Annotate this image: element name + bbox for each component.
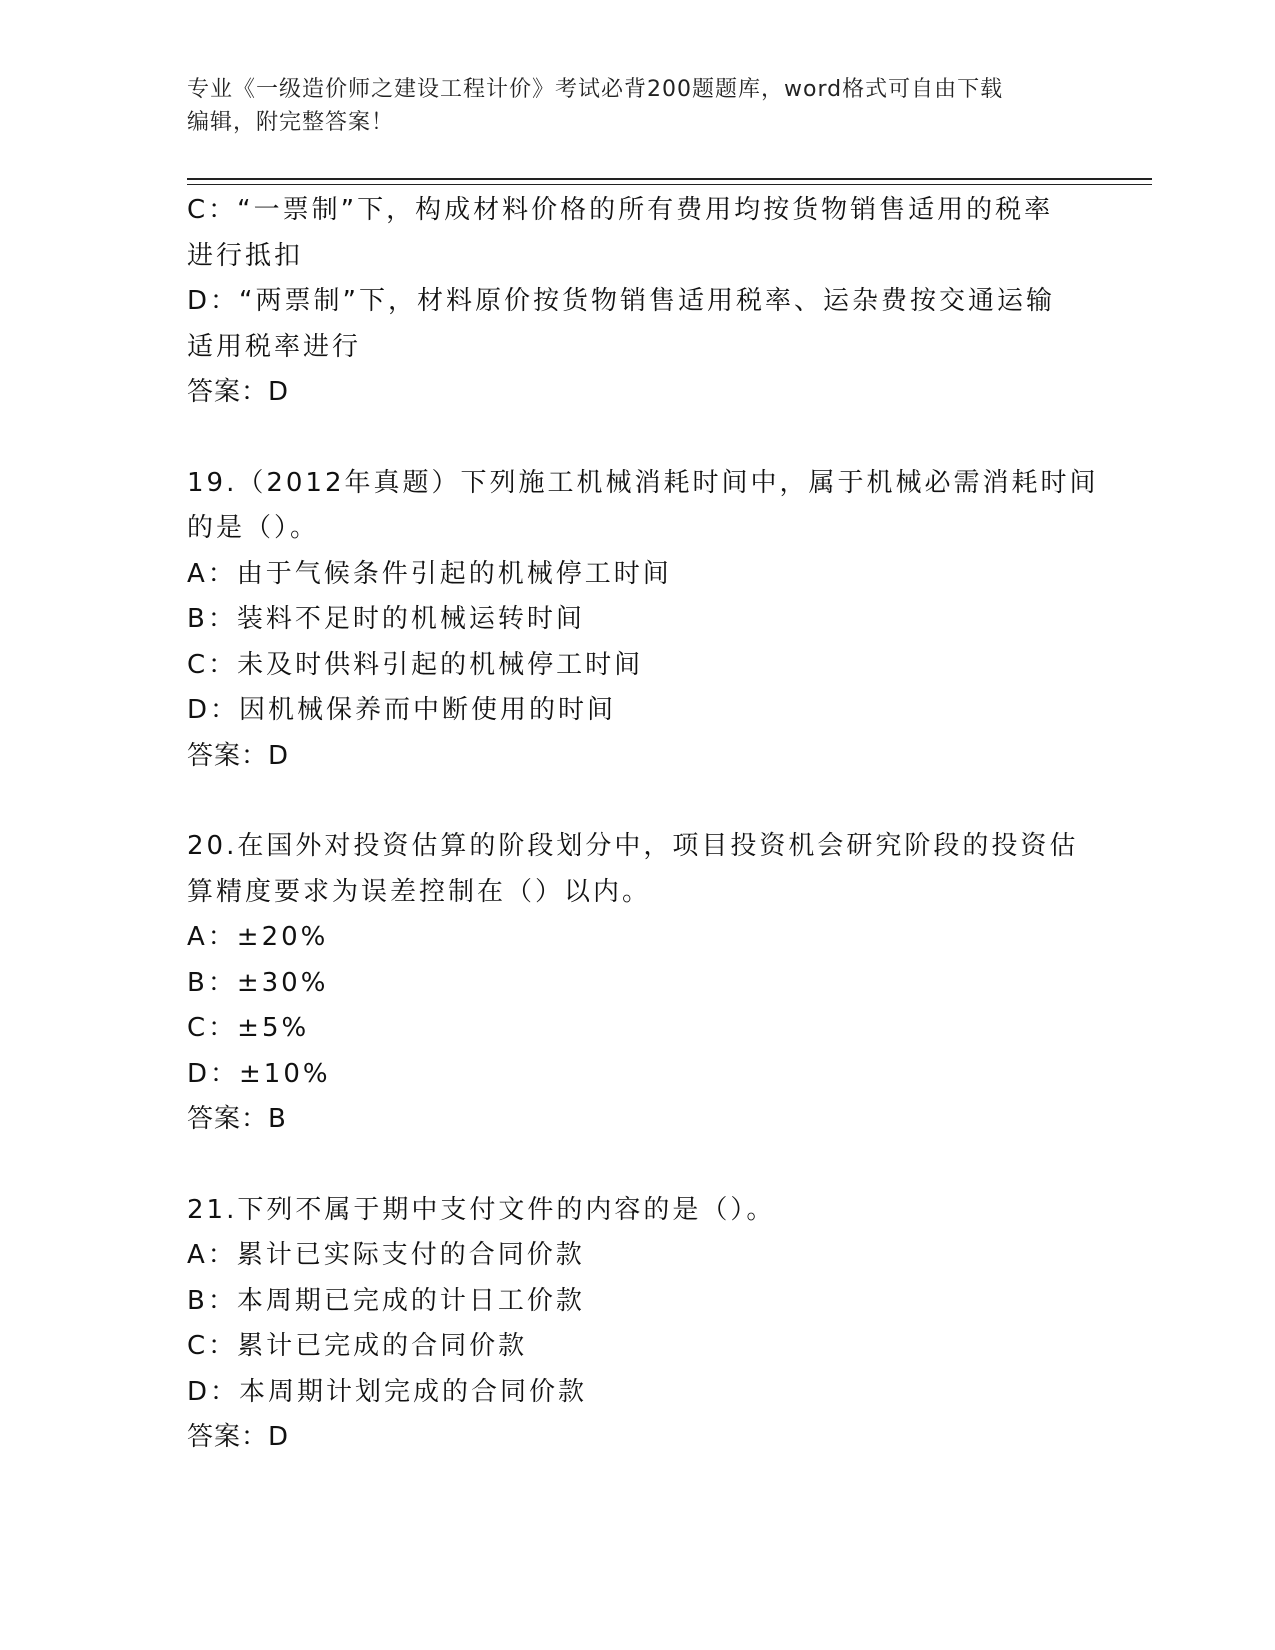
header-rule-thin bbox=[187, 184, 1152, 185]
question-20 bbox=[187, 824, 1087, 1143]
answer-text: 答案：D bbox=[187, 377, 290, 407]
option-d: D：因机械保养而中断使用的时间 bbox=[187, 695, 617, 725]
option-c: C：±5% bbox=[187, 1013, 310, 1043]
option-a: A：由于气候条件引起的机械停工时间 bbox=[187, 558, 672, 589]
option-a: A：±20% bbox=[187, 922, 329, 952]
answer-text: 答案：D bbox=[187, 1422, 290, 1452]
header-line: 专业《一级造价师之建设工程计价》考试必背200题题库，word格式可自由下载 bbox=[187, 77, 1004, 102]
question-stem: 算精度要求为误差控制在（）以内。 bbox=[187, 876, 652, 907]
header-rule bbox=[187, 178, 1152, 180]
answer-text: 答案：D bbox=[187, 740, 290, 771]
question-19 bbox=[187, 461, 1099, 780]
option-a: A：累计已实际支付的合同价款 bbox=[187, 1240, 585, 1270]
option-c: C：累计已完成的合同价款 bbox=[187, 1331, 528, 1361]
option-b: B：±30% bbox=[187, 967, 329, 998]
page-header bbox=[187, 73, 1087, 139]
option-c: C：未及时供料引起的机械停工时间 bbox=[187, 649, 644, 680]
option-b: B：本周期已完成的计日工价款 bbox=[187, 1285, 585, 1316]
answer-text: 答案：B bbox=[187, 1104, 287, 1134]
option-text: D：“两票制”下，材料原价按货物销售适用税率、运杂费按交通运输 bbox=[187, 286, 1055, 316]
option-d: D：±10% bbox=[187, 1058, 331, 1089]
question-stem: 19.（2012年真题）下列施工机械消耗时间中，属于机械必需消耗时间 bbox=[187, 467, 1099, 498]
question-21 bbox=[187, 1188, 1087, 1461]
question-list bbox=[187, 188, 1099, 1461]
header-line: 编辑，附完整答案！ bbox=[187, 110, 395, 135]
option-b: B：装料不足时的机械运转时间 bbox=[187, 604, 585, 634]
question-stem: 的是（）。 bbox=[187, 513, 320, 543]
continued-question bbox=[187, 188, 1087, 416]
option-d: D：本周期计划完成的合同价款 bbox=[187, 1376, 588, 1407]
question-stem: 20.在国外对投资估算的阶段划分中，项目投资机会研究阶段的投资估 bbox=[187, 831, 1079, 861]
question-stem: 21.下列不属于期中支付文件的内容的是（）。 bbox=[187, 1194, 776, 1225]
option-text: C：“一票制”下，构成材料价格的所有费用均按货物销售适用的税率 bbox=[187, 195, 1054, 225]
option-text: 进行抵扣 bbox=[187, 240, 304, 271]
option-text: 适用税率进行 bbox=[187, 331, 362, 362]
